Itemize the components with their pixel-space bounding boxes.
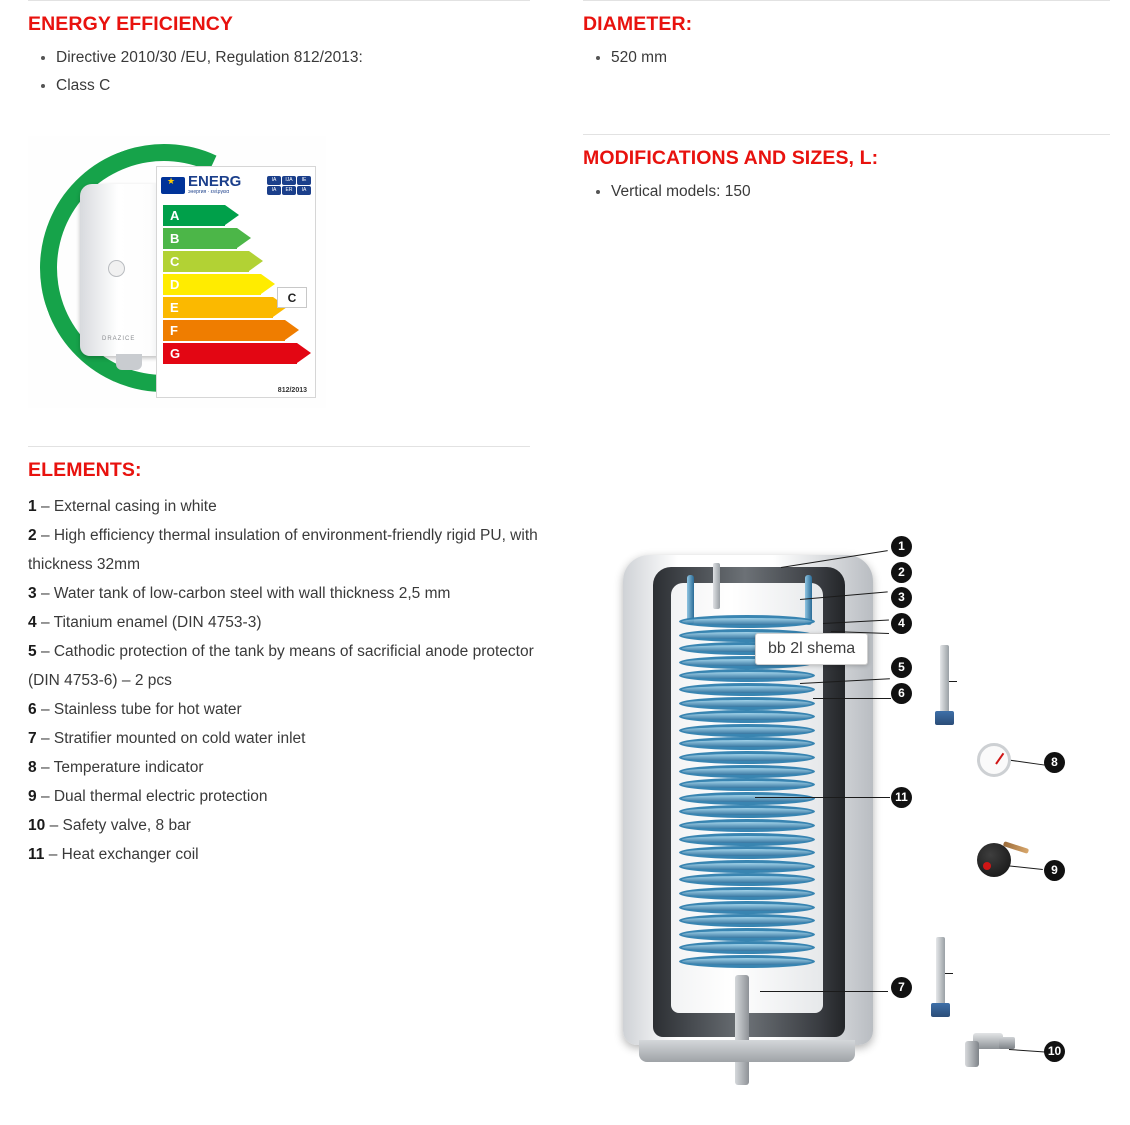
product-cutaway-diagram (595, 505, 1115, 1105)
coil-turn (679, 833, 815, 846)
valve-spout (965, 1041, 979, 1067)
callout-2: 2 (891, 562, 912, 583)
list-item: • 520 mm (611, 44, 1130, 72)
coil-turn (679, 928, 815, 941)
coil-turn (679, 901, 815, 914)
image-tooltip: bb 2l shema (755, 633, 868, 665)
coil-turn (679, 860, 815, 873)
coil-turn (679, 887, 815, 900)
badge: IA (267, 186, 281, 195)
energy-class-bar (163, 251, 249, 272)
element-description: – Temperature indicator (40, 759, 204, 776)
coil-turn (679, 805, 815, 818)
modifications-list (560, 178, 1130, 206)
coil-turn (679, 683, 815, 696)
element-number: 4 (28, 614, 41, 631)
coil-turn (679, 615, 815, 628)
energy-label-badges (267, 176, 311, 195)
element-description: – Heat exchanger coil (48, 846, 199, 863)
coil-turn (679, 724, 815, 737)
heat-exchanger-coil (679, 615, 815, 977)
energy-class-bar (163, 320, 285, 341)
badge: ER (282, 186, 296, 195)
energy-class-bars (157, 203, 315, 364)
list-item: • Directive 2010/30 /EU, Regulation 812/2013: (56, 44, 558, 72)
stratifier-part (936, 937, 945, 1009)
energy-class-bar (163, 205, 225, 226)
element-legend-row (28, 608, 548, 637)
element-number: 3 (28, 585, 41, 602)
energy-class-bar (163, 343, 297, 364)
energy-class-letter: F (170, 323, 178, 338)
coil-turn (679, 778, 815, 791)
badge: IA (297, 186, 311, 195)
badge: IE (297, 176, 311, 185)
energy-class-bar (163, 297, 273, 318)
callout-8: 8 (1044, 752, 1065, 773)
modifications-title: MODIFICATIONS AND SIZES, L: (583, 147, 879, 169)
coil-turn (679, 669, 815, 682)
callout-9: 9 (1044, 860, 1065, 881)
energy-class-letter: E (170, 300, 179, 315)
safety-valve-part (963, 1025, 1019, 1073)
temperature-indicator-part (977, 743, 1011, 777)
element-description: – External casing in white (40, 498, 217, 515)
diameter-title: DIAMETER: (583, 13, 693, 35)
element-number: 11 (28, 846, 49, 863)
divider-top-left (28, 0, 530, 1)
element-description: – High efficiency thermal insulation of environment-friendly rigid PU, with thickness 32mm (28, 527, 538, 573)
heater-dial-icon (108, 260, 125, 277)
regulation-number: 812/2013 (277, 387, 307, 394)
element-legend-row (28, 579, 548, 608)
coil-turn (679, 792, 815, 805)
coil-turn (679, 955, 815, 968)
anode-protector-part (940, 645, 949, 717)
coil-turn (679, 819, 815, 832)
elements-title: ELEMENTS: (28, 459, 142, 481)
element-legend-row (28, 753, 548, 782)
valve-nut (999, 1037, 1015, 1049)
element-number: 6 (28, 701, 41, 718)
coil-turn (679, 941, 815, 954)
badge: IA (267, 176, 281, 185)
element-description: – Safety valve, 8 bar (49, 817, 191, 834)
coil-turn (679, 765, 815, 778)
element-legend-row (28, 782, 548, 811)
element-legend-row (28, 695, 548, 724)
leader-line (1005, 865, 1043, 870)
coil-turn (679, 914, 815, 927)
element-number: 1 (28, 498, 41, 515)
list-item: • Class C (56, 72, 558, 100)
coil-turn (679, 697, 815, 710)
elements-legend (28, 492, 548, 869)
divider-top-right (583, 0, 1110, 1)
coil-turn (679, 710, 815, 723)
callout-3: 3 (891, 587, 912, 608)
energy-label-image (28, 136, 326, 408)
coil-turn (679, 846, 815, 859)
diameter-list (560, 44, 1130, 72)
callout-1: 1 (891, 536, 912, 557)
callout-7: 7 (891, 977, 912, 998)
heater-brand-label: DRAZICE (102, 336, 136, 342)
element-number: 2 (28, 527, 41, 544)
energy-label-header (157, 167, 315, 203)
callout-5: 5 (891, 657, 912, 678)
eu-energy-label-card (156, 166, 316, 398)
element-number: 10 (28, 817, 50, 834)
element-description: – Water tank of low-carbon steel with wall thickness 2,5 mm (40, 585, 451, 602)
energy-class-letter: G (170, 346, 181, 361)
energy-class-letter: B (170, 231, 180, 246)
element-legend-row (28, 840, 548, 869)
energy-class-bar (163, 274, 261, 295)
anode-rod-icon (713, 563, 720, 609)
divider-elements (28, 446, 530, 447)
element-number: 8 (28, 759, 41, 776)
element-number: 9 (28, 788, 41, 805)
stratifier-cap (931, 1003, 950, 1017)
callout-10: 10 (1044, 1041, 1065, 1062)
coil-turn (679, 751, 815, 764)
element-description: – Titanium enamel (DIN 4753-3) (40, 614, 262, 631)
anode-protector-cap (935, 711, 954, 725)
coil-turn (679, 873, 815, 886)
energy-class-letter: D (170, 277, 180, 292)
left-column (0, 0, 558, 869)
element-legend-row (28, 811, 548, 840)
callout-6: 6 (891, 683, 912, 704)
badge: IJA (282, 176, 296, 185)
selected-class-tag: C (277, 287, 307, 308)
element-number: 7 (28, 730, 41, 747)
element-legend-row (28, 521, 548, 579)
element-description: – Cathodic protection of the tank by means of sacrificial anode protector (DIN 4753-6) – 2 pcs (28, 643, 534, 689)
element-legend-row (28, 492, 548, 521)
tank-base (639, 1040, 855, 1062)
callout-4: 4 (891, 613, 912, 634)
right-column (560, 0, 1130, 206)
energy-efficiency-list (0, 44, 558, 100)
energy-efficiency-title: ENERGY EFFICIENCY (28, 13, 234, 35)
element-description: – Stainless tube for hot water (40, 701, 242, 718)
energy-class-bar (163, 228, 237, 249)
eu-flag-icon (161, 177, 185, 194)
energ-wordmark: ENERG (188, 173, 242, 190)
divider-modifications (583, 134, 1110, 135)
leader-line (760, 991, 888, 992)
element-legend-row (28, 724, 548, 753)
thermal-protection-part (977, 843, 1011, 877)
leader-line (755, 797, 890, 798)
coil-turn (679, 737, 815, 750)
element-legend-row (28, 637, 548, 695)
energy-class-letter: A (170, 208, 180, 223)
callout-11: 11 (891, 787, 912, 808)
element-description: – Stratifier mounted on cold water inlet (40, 730, 306, 747)
stratifier-pipe (735, 975, 749, 1085)
element-description: – Dual thermal electric protection (40, 788, 268, 805)
energ-subtitle: энергия · ενέργεια (188, 189, 230, 195)
list-item: • Vertical models: 150 (611, 178, 1130, 206)
energy-class-letter: C (170, 254, 180, 269)
leader-line (813, 698, 891, 699)
element-number: 5 (28, 643, 41, 660)
